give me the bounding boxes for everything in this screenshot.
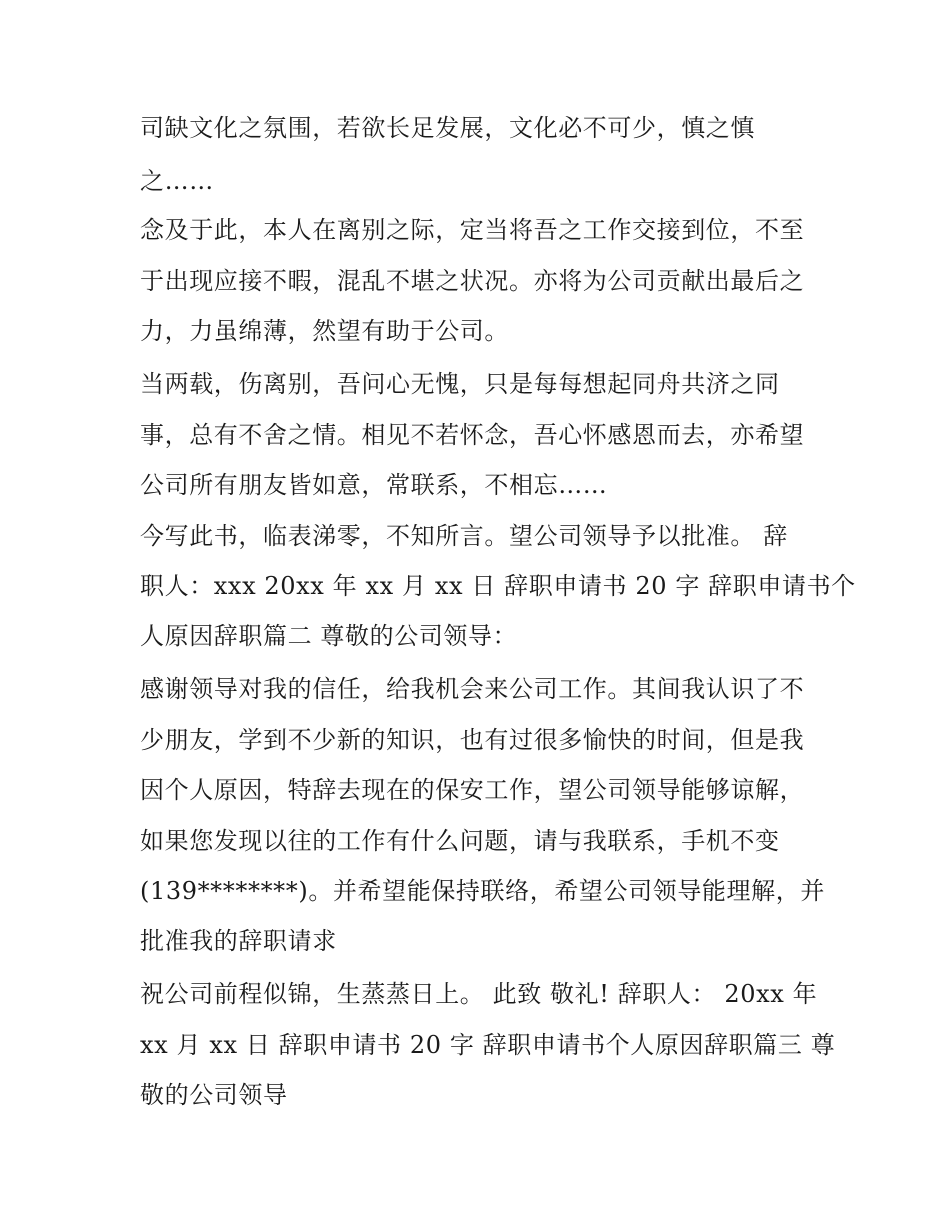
text-line: 批准我的辞职请求 <box>140 927 337 955</box>
text-line: 公司所有朋友皆如意，常联系，不相忘…… <box>140 471 608 499</box>
text-line: xx 月 xx 日 辞职申请书 20 字 辞职申请书个人原因辞职篇三 尊 <box>140 1031 836 1059</box>
text-line: 因个人原因，特辞去现在的保安工作，望公司领导能够谅解， <box>140 776 805 804</box>
text-line: 今写此书，临表涕零，不知所言。望公司领导予以批准。 辞 <box>140 522 788 550</box>
text-line: 于出现应接不暇，混乱不堪之状况。亦将为公司贡献出最后之 <box>140 267 805 295</box>
text-line: 之…… <box>140 167 214 195</box>
text-line: 念及于此，本人在离别之际，定当将吾之工作交接到位，不至 <box>140 216 805 244</box>
text-line: 少朋友，学到不少新的知识，也有过很多愉快的时间，但是我 <box>140 726 805 754</box>
text-line: 当两载，伤离别，吾问心无愧，只是每每想起同舟共济之同 <box>140 370 780 398</box>
text-line: 事，总有不舍之情。相见不若怀念，吾心怀感恩而去，亦希望 <box>140 421 805 449</box>
text-line: 感谢领导对我的信任，给我机会来公司工作。其间我认识了不 <box>140 675 805 703</box>
text-line: 敬的公司领导 <box>140 1081 288 1109</box>
text-line: 祝公司前程似锦，生蒸蒸日上。 此致 敬礼! 辞职人： 20xx 年 <box>140 980 818 1008</box>
text-line: 职人：xxx 20xx 年 xx 月 xx 日 辞职申请书 20 字 辞职申请书个 <box>140 572 856 600</box>
text-line: (139********)。并希望能保持联络，希望公司领导能理解，并 <box>140 877 825 905</box>
text-line: 人原因辞职篇二 尊敬的公司领导： <box>140 622 518 650</box>
text-line: 力，力虽绵薄，然望有助于公司。 <box>140 317 509 345</box>
text-line: 司缺文化之氛围，若欲长足发展，文化必不可少，慎之慎 <box>140 114 755 142</box>
text-line: 如果您发现以往的工作有什么问题，请与我联系，手机不变 <box>140 827 780 855</box>
